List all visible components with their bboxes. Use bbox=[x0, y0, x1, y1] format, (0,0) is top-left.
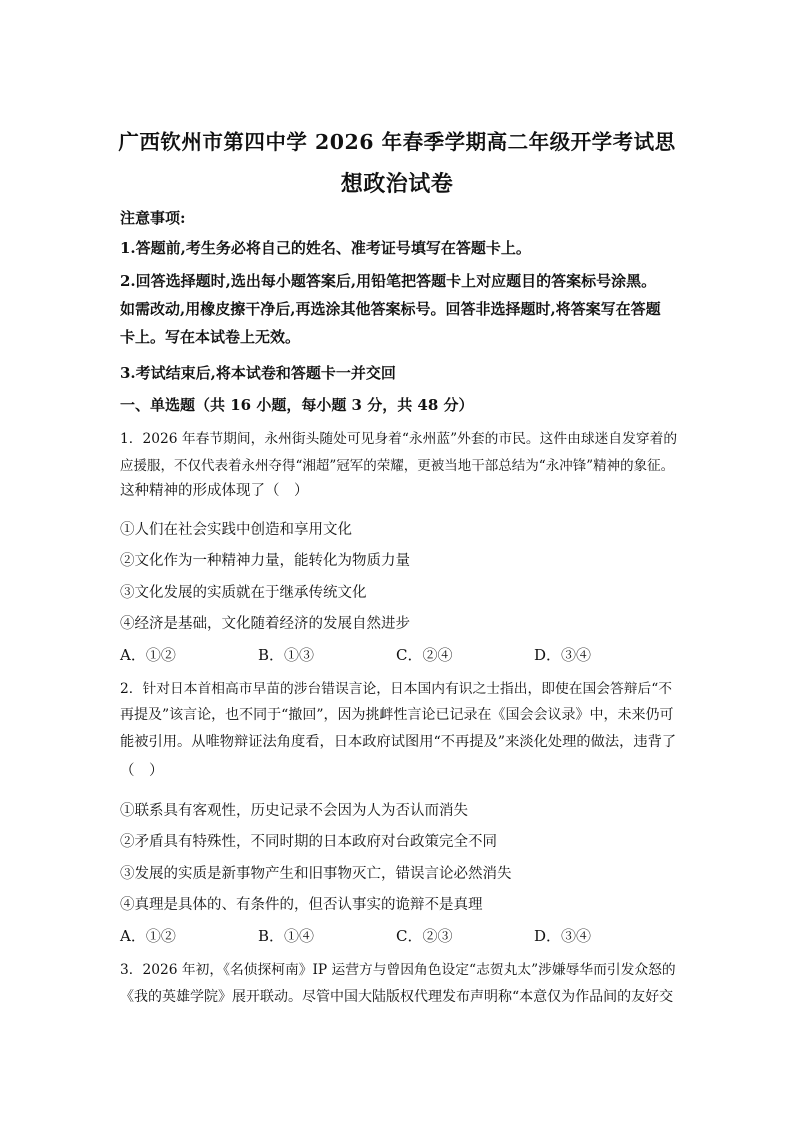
q1-statement-2: ②文化作为一种精神力量，能转化为物质力量 bbox=[120, 553, 410, 569]
section-heading: 一、单选题（共 16 小题，每小题 3 分，共 48 分） bbox=[120, 396, 474, 414]
q2-option-c[interactable]: C．②③ bbox=[396, 927, 453, 945]
q2-stem-line-3: 能被引用。从唯物辩证法角度看，日本政府试图用“不再提及”来淡化处理的做法，违背了 bbox=[120, 734, 677, 750]
q3-stem-line-2: 《我的英雄学院》展开联动。尽管中国大陆版权代理发布声明称“本意仅为作品间的友好交 bbox=[120, 989, 674, 1005]
q1-option-d[interactable]: D．③④ bbox=[534, 646, 592, 664]
q2-option-b[interactable]: B．①④ bbox=[258, 927, 315, 945]
exam-title-line-2: 想政治试卷 bbox=[340, 171, 454, 197]
q1-stem-line-2: 应援服，不仅代表着永州夺得“湘超”冠军的荣耀，更被当地干部总结为“永冲锋”精神的象征。 bbox=[120, 458, 675, 474]
q1-option-c[interactable]: C．②④ bbox=[396, 646, 453, 664]
note-3: 3.考试结束后,将本试卷和答题卡一并交回 bbox=[120, 364, 396, 382]
q2-option-d[interactable]: D．③④ bbox=[534, 927, 592, 945]
q1-statement-1: ①人们在社会实践中创造和享用文化 bbox=[120, 522, 352, 538]
q1-option-b[interactable]: B．①③ bbox=[258, 646, 315, 664]
q2-stem-line-2: 再提及”该言论，也不同于“撤回”，因为挑衅性言论已记录在《国会会议录》中，未来仍可 bbox=[120, 707, 674, 723]
q3-stem-line-1: 3．2026 年初，《名侦探柯南》IP 运营方与曾因角色设定“志贺丸太”涉嫌辱华而引发众怒的 bbox=[120, 962, 676, 978]
q2-statement-4: ④真理是具体的、有条件的，但否认事实的诡辩不是真理 bbox=[120, 897, 483, 913]
notes-heading: 注意事项: bbox=[120, 209, 186, 227]
q2-statement-1: ①联系具有客观性，历史记录不会因为人为否认而消失 bbox=[120, 803, 468, 819]
note-1: 1.答题前,考生务必将自己的姓名、准考证号填写在答题卡上。 bbox=[120, 239, 531, 257]
note-2-line-1: 2.回答选择题时,选出每小题答案后,用铅笔把答题卡上对应题目的答案标号涂黑。 bbox=[120, 272, 657, 290]
q2-option-a[interactable]: A．①② bbox=[120, 927, 176, 945]
q2-stem-line-1: 2．针对日本首相高市早苗的涉台错误言论，日本国内有识之士指出，即使在国会答辩后“不 bbox=[120, 681, 673, 697]
exam-title-line-1: 广西钦州市第四中学 2026 年春季学期高二年级开学考试思 bbox=[118, 130, 676, 154]
q1-statement-3: ③文化发展的实质就在于继承传统文化 bbox=[120, 585, 367, 601]
q1-option-a[interactable]: A．①② bbox=[120, 646, 176, 664]
q1-stem-line-1: 1．2026 年春节期间，永州街头随处可见身着“永州蓝”外套的市民。这件由球迷自发穿着的 bbox=[120, 431, 678, 447]
note-2-line-3: 卡上。写在本试卷上无效。 bbox=[120, 328, 301, 346]
q1-statement-4: ④经济是基础，文化随着经济的发展自然进步 bbox=[120, 616, 410, 632]
q2-statement-3: ③发展的实质是新事物产生和旧事物灭亡，错误言论必然消失 bbox=[120, 866, 512, 882]
q2-statement-2: ②矛盾具有特殊性，不同时期的日本政府对台政策完全不同 bbox=[120, 834, 497, 850]
q2-stem-line-4: （ ） bbox=[120, 763, 164, 779]
note-2-line-2: 如需改动,用橡皮擦干净后,再选涂其他答案标号。回答非选择题时,将答案写在答题 bbox=[120, 300, 661, 318]
q1-stem-line-3: 这种精神的形成体现了（ ） bbox=[120, 483, 309, 499]
